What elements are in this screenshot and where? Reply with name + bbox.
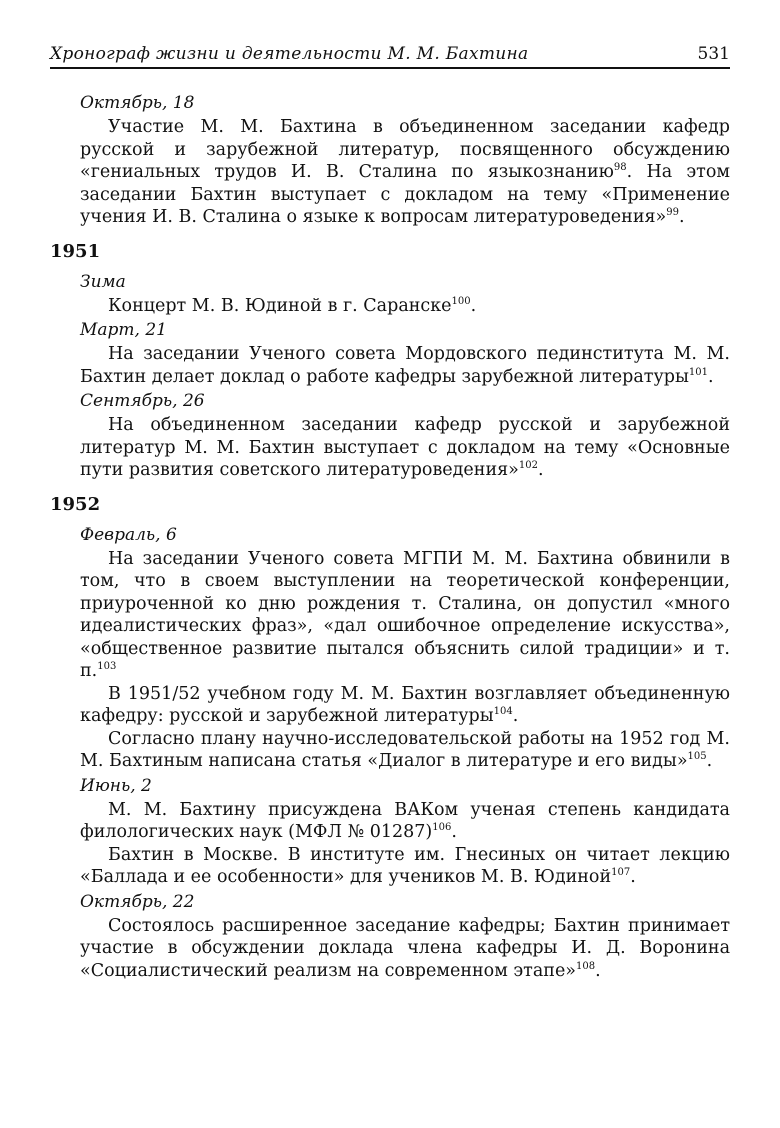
entry-paragraph: На заседании Ученого совета МГПИ М. М. Бахтина обвинили в том, что в своем выступлении на теоретической конференции, приуроченной ко дню рождения т. Сталина, он допустил «много идеалистических фраз», «дал ошибочное определение искусства», «общественное развитие пытался объяснить силой традиции» и т. п.$^{103}$ — [80, 548, 730, 681]
entry-date: Февраль, 6 — [80, 524, 177, 545]
footnote-ref: 100 — [451, 295, 471, 307]
footnote-ref: 98 — [613, 162, 627, 174]
entry-date: Зима — [80, 271, 126, 292]
entry-paragraph: На объединенном заседании кафедр русской и зарубежной литератур М. М. Бахтин выступает с докладом на тему «Основные пути развития советского литературоведения»$^{102}$. — [80, 415, 730, 480]
footnote-ref: 104 — [493, 706, 513, 718]
chronicle-body — [50, 90, 730, 982]
page-number: 531 — [697, 44, 730, 64]
entry-date: Октябрь, 22 — [80, 891, 195, 912]
entry-date: Сентябрь, 26 — [80, 391, 205, 411]
year-heading: 1952 — [50, 493, 101, 515]
entry-date: Март, 21 — [80, 320, 167, 340]
footnote-ref: 107 — [611, 867, 631, 879]
entry-paragraph: На заседании Ученого совета Мордовского пединститута М. М. Бахтин делает доклад о работе кафедры зарубежной литературы$^{101}$. — [80, 344, 730, 387]
entry-paragraph: Бахтин в Москве. В институте им. Гнесиных он читает лекцию «Баллада и ее особенности» для учеников М. В. Юдиной$^{107}$. — [80, 844, 730, 887]
entry-paragraph: Состоялось расширенное заседание кафедры; Бахтин принимает участие в обсуждении доклада члена кафедры И. Д. Воронина «Социалистический реализм на современном этапе»$^{108}$. — [80, 915, 730, 981]
entry-paragraph: Концерт М. В. Юдиной в г. Саранске$^{100}$. — [108, 295, 477, 316]
footnote-ref: 101 — [688, 366, 709, 378]
entry-date: Октябрь, 18 — [80, 93, 195, 113]
footnote-ref: 102 — [518, 460, 538, 472]
footnote-ref: 108 — [576, 960, 596, 972]
running-title: Хронограф жизни и деятельности М. М. Бахтина — [50, 44, 529, 64]
entry-paragraph: Участие М. М. Бахтина в объединенном заседании кафедр русской и зарубежной литератур, посвященного обсуждению «гениальных трудов И. В. Сталина по языкознанию$^{98}$. На этом заседании Бахтин выступает с докладом на тему «Применение учения И. В. Сталина о языке к вопросам литературоведения»$^{99}$. — [80, 117, 731, 227]
year-heading: 1951 — [50, 240, 101, 262]
footnote-ref: 103 — [97, 661, 117, 673]
entry-date: Июнь, 2 — [80, 775, 152, 796]
footnote-ref: 106 — [432, 822, 452, 834]
entry-paragraph: Согласно плану научно-исследовательской работы на 1952 год М. М. Бахтиным написана статья «Диалог в литературе и его виды»$^{105}$. — [80, 728, 730, 771]
running-header — [50, 44, 730, 69]
footnote-ref: 99 — [666, 207, 679, 219]
footnote-ref: 105 — [687, 751, 707, 763]
entry-paragraph: М. М. Бахтину присуждена ВАКом ученая степень кандидата филологических наук (МФЛ № 01287)$^{106}$. — [80, 799, 730, 842]
entry-paragraph: В 1951/52 учебном году М. М. Бахтин возглавляет объединенную кафедру: русской и зарубежной литературы$^{104}$. — [80, 683, 730, 726]
